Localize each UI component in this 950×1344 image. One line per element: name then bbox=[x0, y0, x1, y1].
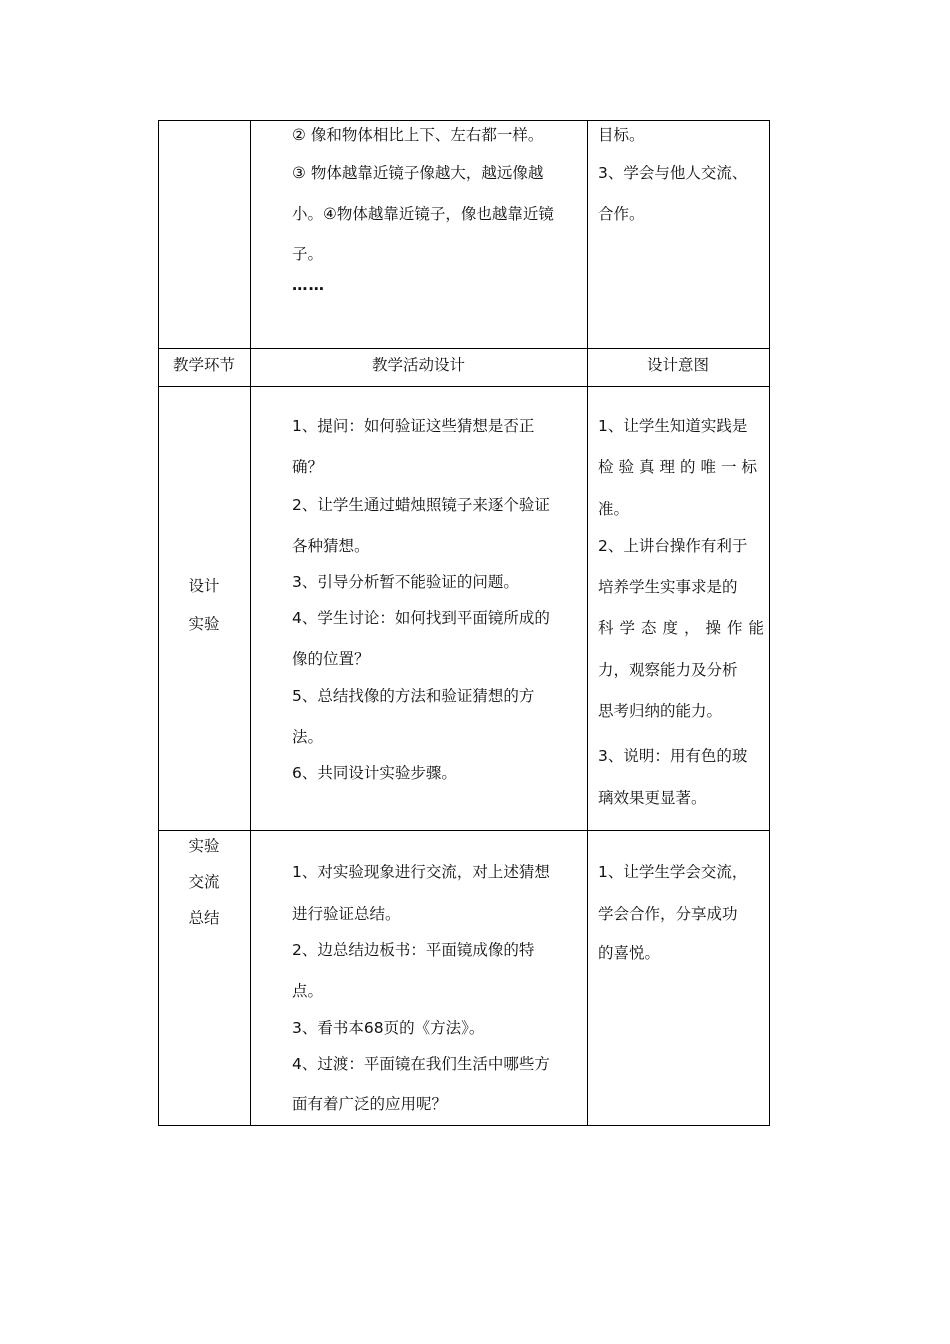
stage-line: 交流 bbox=[188, 873, 220, 891]
table-border-bottom bbox=[158, 1125, 770, 1126]
intent-line: 3、学会与他人交流、 bbox=[598, 164, 748, 182]
intent-line: 准。 bbox=[598, 500, 630, 518]
activity-line: 确？ bbox=[292, 458, 324, 476]
row-separator bbox=[158, 830, 770, 831]
intent-line: 力，观察能力及分析 bbox=[598, 661, 738, 679]
intent-line: 科学态度，操作能 bbox=[598, 619, 771, 637]
activity-line: 6、共同设计实验步骤。 bbox=[292, 764, 457, 782]
header-top-rule bbox=[158, 348, 770, 349]
activity-line: 小。④物体越靠近镜子，像也越靠近镜 bbox=[292, 205, 554, 223]
activity-line: 各种猜想。 bbox=[292, 537, 370, 555]
stage-line: 设计 bbox=[188, 577, 220, 595]
stage-line: 总结 bbox=[188, 909, 220, 927]
intent-line: 合作。 bbox=[598, 205, 645, 223]
intent-line: 璃效果更显著。 bbox=[598, 789, 707, 807]
activity-line: ③ 物体越靠近镜子像越大，越远像越 bbox=[292, 164, 544, 182]
exchange-stage-cell bbox=[158, 834, 250, 928]
activity-line: ② 像和物体相比上下、左右都一样。 bbox=[292, 126, 544, 144]
header-intent: 设计意图 bbox=[646, 356, 709, 374]
activity-line: 4、过渡：平面镜在我们生活中哪些方 bbox=[292, 1055, 550, 1073]
intent-line: 3、说明：用有色的玻 bbox=[598, 747, 748, 765]
intent-line: 思考归纳的能力。 bbox=[598, 702, 723, 720]
activity-line: 3、引导分析暂不能验证的问题。 bbox=[292, 573, 519, 591]
activity-line: 进行验证总结。 bbox=[292, 905, 401, 923]
table-divider-1 bbox=[250, 120, 251, 1126]
intent-line: 目标。 bbox=[598, 126, 645, 144]
intent-line: 1、让学生学会交流， bbox=[598, 863, 748, 881]
table-border-top bbox=[158, 120, 770, 121]
intent-line: 的喜悦。 bbox=[598, 944, 661, 962]
activity-line: 2、让学生通过蜡烛照镜子来逐个验证 bbox=[292, 496, 550, 514]
activity-line: 面有着广泛的应用呢？ bbox=[292, 1095, 448, 1113]
table-divider-2 bbox=[587, 120, 588, 1126]
intent-line: 检验真理的唯一标 bbox=[598, 458, 763, 476]
stage-line: 实验 bbox=[188, 837, 220, 855]
activity-line: 1、提问：如何验证这些猜想是否正 bbox=[292, 417, 535, 435]
activity-line: 5、总结找像的方法和验证猜想的方 bbox=[292, 687, 535, 705]
activity-line: 4、学生讨论：如何找到平面镜所成的 bbox=[292, 609, 550, 627]
intent-line: 学会合作，分享成功 bbox=[598, 905, 738, 923]
activity-line: 像的位置？ bbox=[292, 650, 370, 668]
stage-line: 实验 bbox=[188, 615, 220, 633]
activity-ellipsis: …… bbox=[292, 276, 325, 294]
intent-line: 1、让学生知道实践是 bbox=[598, 417, 748, 435]
activity-line: 子。 bbox=[292, 245, 324, 263]
intent-line: 培养学生实事求是的 bbox=[598, 578, 738, 596]
activity-line: 3、看书本68页的《方法》。 bbox=[292, 1019, 485, 1037]
activity-line: 点。 bbox=[292, 982, 324, 1000]
header-activity: 教学活动设计 bbox=[371, 356, 465, 374]
header-stage: 教学环节 bbox=[172, 356, 235, 374]
design-stage-cell bbox=[158, 574, 250, 634]
activity-line: 1、对实验现象进行交流，对上述猜想 bbox=[292, 863, 550, 881]
header-bottom-rule bbox=[158, 386, 770, 387]
activity-line: 法。 bbox=[292, 728, 324, 746]
intent-line: 2、上讲台操作有利于 bbox=[598, 537, 748, 555]
activity-line: 2、边总结边板书：平面镜成像的特 bbox=[292, 941, 535, 959]
